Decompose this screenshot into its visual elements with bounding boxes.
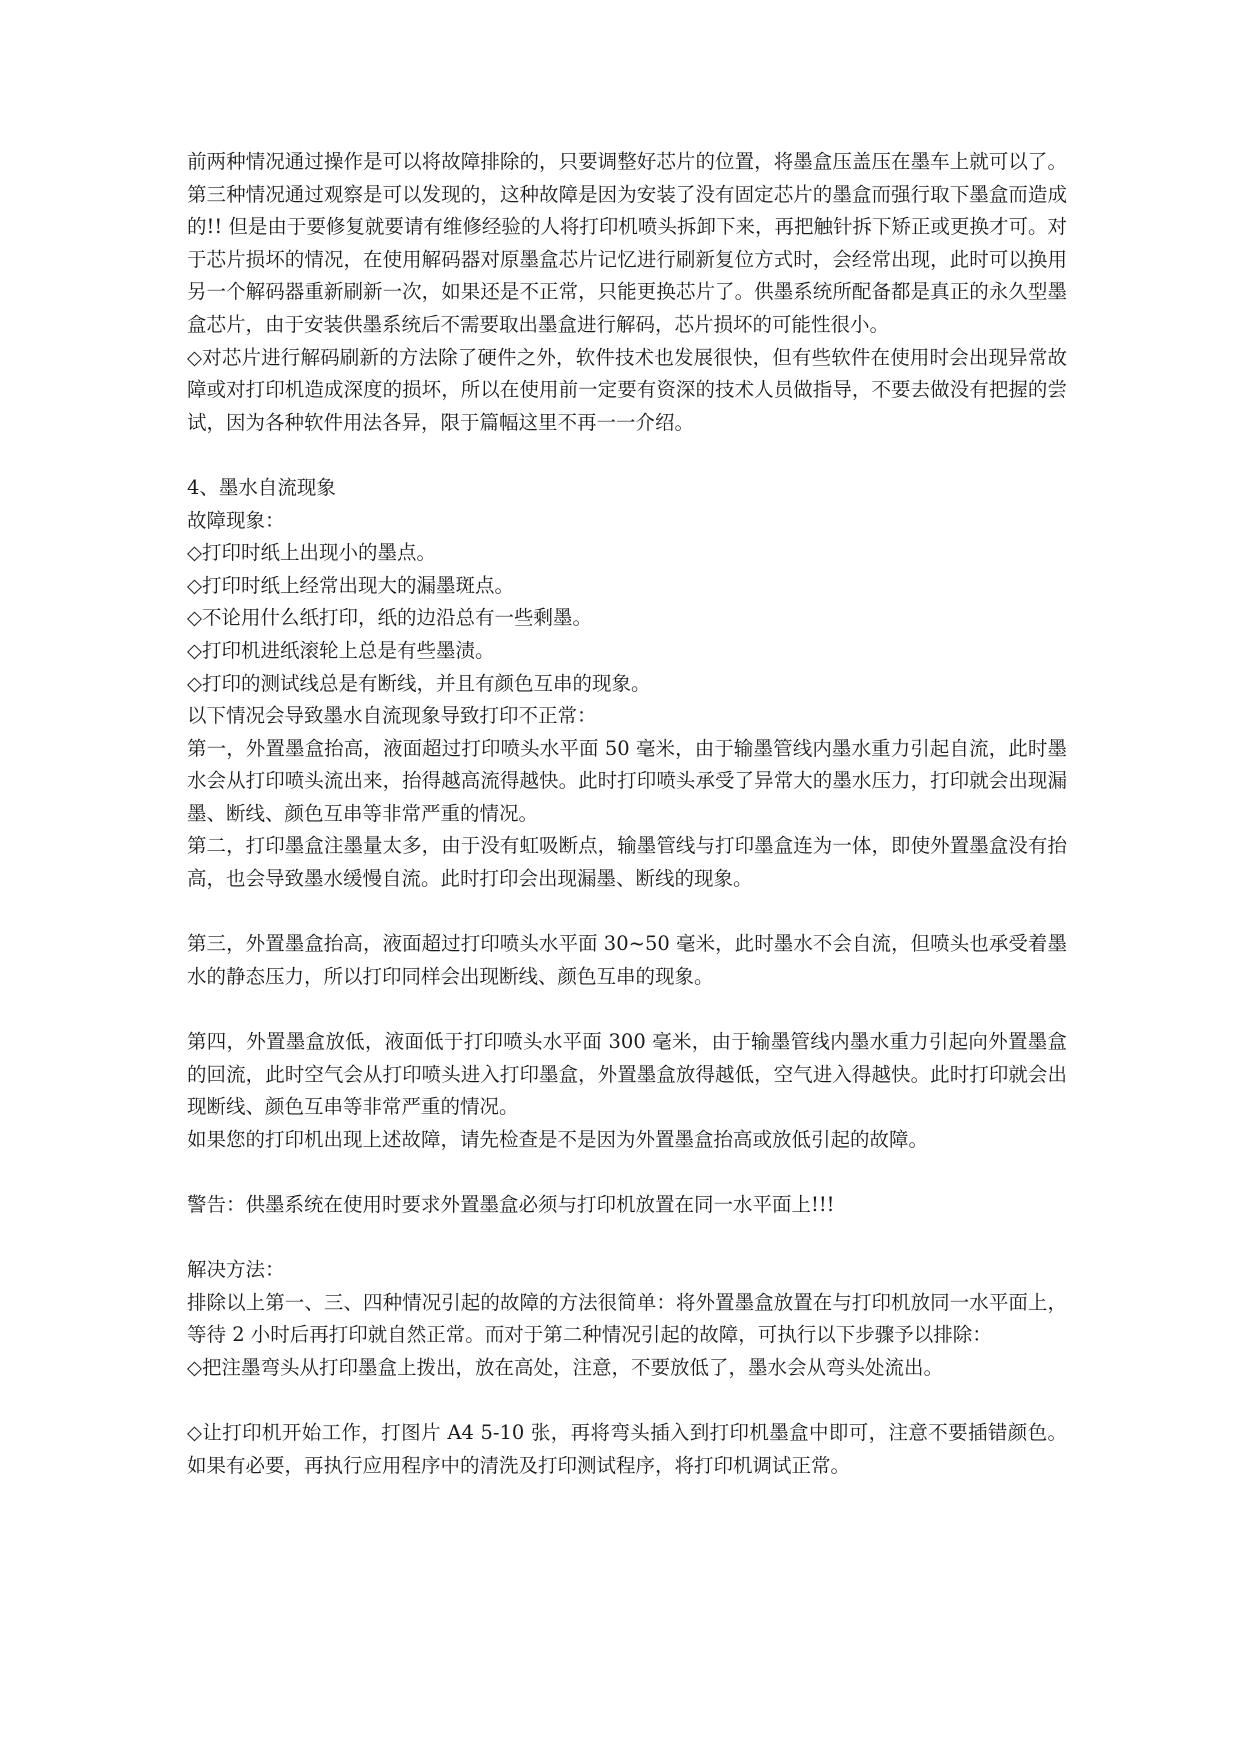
paragraph-decoder-software-note: ◇对芯片进行解码刷新的方法除了硬件之外，软件技术也发展很快，但有些软件在使用时会出现异常故障或对打印机造成深度的损坏，所以在使用前一定要有资深的技术人员做指导，不要去做没有把握的尝试，因为各种软件用法各异，限于篇幅这里不再一一介绍。 (187, 345, 1067, 434)
causes-intro: 以下情况会导致墨水自流现象导致打印不正常： (187, 704, 597, 728)
blank-line (187, 1385, 1067, 1418)
blank-line (187, 1156, 1067, 1189)
warning-text: 警告：供墨系统在使用时要求外置墨盒必须与打印机放置在同一水平面上!!! (187, 1193, 835, 1216)
document-body (187, 146, 1067, 1482)
cause-three: 第三，外置墨盒抬高，液面超过打印喷头水平面 30~50 毫米，此时墨水不会自流，但喷头也承受着墨水的静态压力，所以打印同样会出现断线、颜色互串的现象。 (187, 932, 1067, 988)
symptom-item-large-ink-spots: ◇打印时纸上经常出现大的漏墨斑点。 (187, 573, 514, 597)
fault-symptoms-label: 故障现象： (187, 508, 285, 532)
symptom-item-small-ink-dots: ◇打印时纸上出现小的墨点。 (187, 541, 436, 565)
cause-one: 第一，外置墨盒抬高，液面超过打印喷头水平面 50 毫米，由于输墨管线内墨水重力引起自流，此时墨水会从打印喷头流出来，抬得越高流得越快。此时打印喷头承受了异常大的墨水压力，打印就会出现漏墨、断线、颜色互串等非常严重的情况。 (187, 736, 1067, 825)
check-advice: 如果您的打印机出现上述故障，请先检查是不是因为外置墨盒抬高或放低引起的故障。 (187, 1127, 929, 1151)
cause-two: 第二，打印墨盒注墨量太多，由于没有虹吸断点，输墨管线与打印墨盒连为一体，即使外置墨盒没有抬高，也会导致墨水缓慢自流。此时打印会出现漏墨、断线的现象。 (187, 834, 1067, 891)
blank-line (187, 993, 1067, 1026)
section-heading-ink-self-flow: 4、墨水自流现象 (187, 475, 336, 499)
symptom-item-edge-residual-ink: ◇不论用什么纸打印，纸的边沿总有一些剩墨。 (187, 606, 592, 630)
solution-step-print-and-reinsert: ◇让打印机开始工作，打图片 A4 5-10 张，再将弯头插入到打印机墨盒中即可，注意不要插错颜色。如果有必要，再执行应用程序中的清洗及打印测试程序，将打印机调试正常。 (187, 1421, 1067, 1477)
blank-line (187, 439, 1067, 472)
symptom-item-roller-stains: ◇打印机进纸滚轮上总是有些墨渍。 (187, 638, 495, 662)
blank-line (187, 1222, 1067, 1255)
solution-step-remove-elbow: ◇把注墨弯头从打印墨盒上拨出，放在高处，注意，不要放低了，墨水会从弯头处流出。 (187, 1355, 943, 1379)
solution-general: 排除以上第一、三、四种情况引起的故障的方法很简单：将外置墨盒放置在与打印机放同一水平面上，等待 2 小时后再打印就自然正常。而对于第二种情况引起的故障，可执行以下步骤予以排除： (187, 1290, 1067, 1347)
cause-four: 第四，外置墨盒放低，液面低于打印喷头水平面 300 毫米，由于输墨管线内墨水重力引起向外置墨盒的回流，此时空气会从打印喷头进入打印墨盒，外置墨盒放得越低，空气进入得越快。此时打印就会出现断线、颜色互串等非常严重的情况。 (187, 1030, 1067, 1119)
paragraph-chip-fault-resolution: 前两种情况通过操作是可以将故障排除的，只要调整好芯片的位置，将墨盒压盖压在墨车上就可以了。第三种情况通过观察是可以发现的，这种故障是因为安装了没有固定芯片的墨盒而强行取下墨盒而造成的!! 但是由于要修复就要请有维修经验的人将打印机喷头拆卸下来，再把触针拆下矫正或更换才可。对于芯片损坏的情况，在使用解码器对原墨盒芯片记忆进行刷新复位方式时，会经常出现，此时可以换用另一个解码器重新刷新一次，如果还是不正常，只能更换芯片了。供墨系统所配备都是真正的永久型墨盒芯片，由于安装供墨系统后不需要取出墨盒进行解码，芯片损坏的可能性很小。 (187, 150, 1067, 336)
solution-label: 解决方法： (187, 1258, 285, 1282)
blank-line (187, 896, 1067, 929)
symptom-item-broken-test-lines: ◇打印的测试线总是有断线，并且有颜色互串的现象。 (187, 671, 651, 695)
